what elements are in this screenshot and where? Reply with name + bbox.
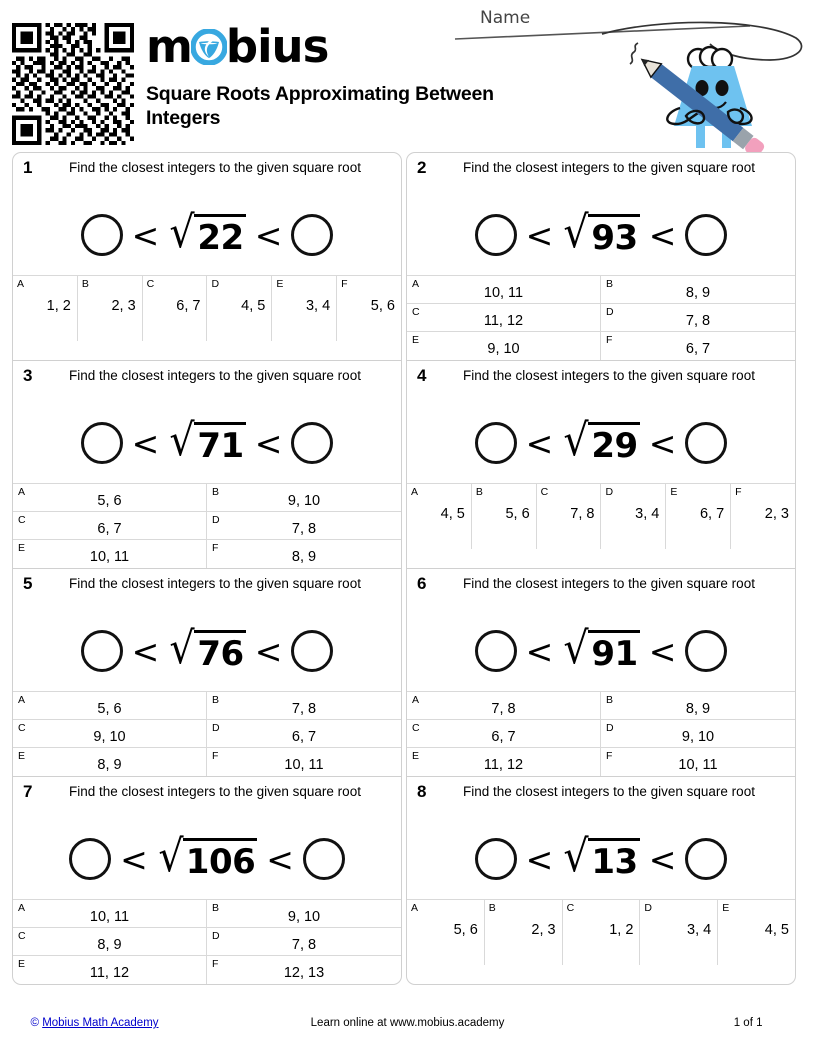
radical-expression xyxy=(168,414,245,466)
option-letter: A xyxy=(18,486,26,498)
logo-o-icon xyxy=(191,29,227,65)
question-number: 4 xyxy=(417,366,427,385)
question-expression xyxy=(13,205,401,265)
option-e[interactable] xyxy=(407,748,601,776)
option-value: 5, 6 xyxy=(505,506,530,522)
option-e[interactable] xyxy=(666,484,731,549)
option-value: 3, 4 xyxy=(687,922,712,938)
option-letter: E xyxy=(18,958,26,970)
option-letter: F xyxy=(212,542,219,554)
option-value: 3, 4 xyxy=(635,506,660,522)
answer-blank-left[interactable] xyxy=(475,838,517,880)
question-prompt: Find the closest integers to the given square root xyxy=(69,160,361,175)
radical-sign-icon: √ xyxy=(563,206,589,258)
question-card-2 xyxy=(406,152,796,361)
less-than-symbol: < xyxy=(525,839,554,879)
answer-blank-left[interactable] xyxy=(81,422,123,464)
option-value: 4, 5 xyxy=(241,298,266,314)
option-b[interactable] xyxy=(472,484,537,549)
option-value: 7, 8 xyxy=(291,937,317,953)
option-letter: E xyxy=(276,278,284,290)
logo-text-post: bius xyxy=(225,20,329,73)
less-than-symbol: < xyxy=(525,215,554,255)
option-value: 6, 7 xyxy=(97,521,122,537)
option-letter: D xyxy=(644,902,652,914)
option-b[interactable] xyxy=(601,276,795,304)
option-value: 4, 5 xyxy=(764,922,789,938)
radicand-value: 22 xyxy=(194,214,245,258)
answer-blank-right[interactable] xyxy=(303,838,345,880)
option-letter: A xyxy=(18,694,26,706)
option-value: 10, 11 xyxy=(284,757,324,773)
question-number: 5 xyxy=(23,574,33,593)
question-expression xyxy=(407,829,795,889)
option-letter: B xyxy=(212,902,220,914)
option-a[interactable] xyxy=(13,692,207,720)
option-letter: C xyxy=(18,722,26,734)
less-than-symbol: < xyxy=(131,631,160,671)
option-c[interactable] xyxy=(13,720,207,748)
answer-blank-right[interactable] xyxy=(685,630,727,672)
option-d[interactable] xyxy=(601,720,795,748)
option-value: 5, 6 xyxy=(97,701,122,717)
radicand-value: 106 xyxy=(183,838,257,882)
less-than-symbol: < xyxy=(525,423,554,463)
option-letter: B xyxy=(475,486,483,498)
question-expression xyxy=(13,413,401,473)
mascot-illustration xyxy=(600,12,815,152)
option-value: 9, 10 xyxy=(287,493,321,509)
question-row xyxy=(12,361,802,569)
option-letter: D xyxy=(606,306,614,318)
radical-expression xyxy=(562,414,639,466)
option-value: 1, 2 xyxy=(609,922,634,938)
less-than-symbol: < xyxy=(525,631,554,671)
radical-sign-icon: √ xyxy=(169,414,195,466)
question-card-1 xyxy=(12,152,402,361)
option-letter: C xyxy=(540,486,549,498)
options-list xyxy=(13,483,401,568)
answer-blank-left[interactable] xyxy=(475,630,517,672)
option-value: 4, 5 xyxy=(440,506,465,522)
radical-sign-icon: √ xyxy=(169,206,195,258)
option-c[interactable] xyxy=(407,304,601,332)
option-letter: E xyxy=(18,750,26,762)
option-letter: A xyxy=(411,902,419,914)
question-expression xyxy=(13,621,401,681)
answer-blank-right[interactable] xyxy=(291,214,333,256)
option-b[interactable] xyxy=(207,692,401,720)
option-b[interactable] xyxy=(207,484,401,512)
option-letter: F xyxy=(606,750,613,762)
less-than-symbol: < xyxy=(648,631,677,671)
radicand-value: 93 xyxy=(588,214,639,258)
option-value: 9, 10 xyxy=(287,909,321,925)
option-value: 9, 10 xyxy=(93,729,126,745)
option-c[interactable] xyxy=(407,720,601,748)
answer-blank-left[interactable] xyxy=(81,630,123,672)
option-value: 6, 7 xyxy=(685,341,711,357)
option-letter: D xyxy=(606,722,614,734)
radical-sign-icon: √ xyxy=(158,830,184,882)
option-value: 11, 12 xyxy=(483,757,524,773)
options-list xyxy=(407,691,795,776)
options-list xyxy=(13,275,401,341)
option-value: 8, 9 xyxy=(685,701,711,717)
option-letter: F xyxy=(212,750,219,762)
option-value: 5, 6 xyxy=(370,298,395,314)
option-value: 11, 12 xyxy=(89,965,130,981)
radical-expression xyxy=(168,622,245,674)
less-than-symbol: < xyxy=(120,839,148,879)
less-than-symbol: < xyxy=(648,423,677,463)
logo-text-pre: m xyxy=(146,20,192,73)
option-letter: F xyxy=(341,278,348,290)
question-number: 8 xyxy=(417,782,427,801)
option-value: 9, 10 xyxy=(681,729,715,745)
options-list xyxy=(13,691,401,776)
answer-blank-right[interactable] xyxy=(685,422,727,464)
question-number: 2 xyxy=(417,158,427,177)
option-b[interactable] xyxy=(78,276,143,341)
option-value: 2, 3 xyxy=(764,506,789,522)
less-than-symbol: < xyxy=(266,839,294,879)
option-e[interactable] xyxy=(272,276,337,341)
option-value: 7, 8 xyxy=(291,701,317,717)
question-card-7 xyxy=(12,777,402,985)
option-d[interactable] xyxy=(207,928,401,956)
option-value: 6, 7 xyxy=(176,298,201,314)
answer-blank-right[interactable] xyxy=(685,214,727,256)
option-value: 8, 9 xyxy=(97,757,122,773)
answer-blank-right[interactable] xyxy=(685,838,727,880)
option-b[interactable] xyxy=(601,692,795,720)
question-prompt: Find the closest integers to the given square root xyxy=(69,576,361,591)
option-value: 9, 10 xyxy=(487,341,520,357)
option-f[interactable] xyxy=(601,748,795,776)
option-a[interactable] xyxy=(407,692,601,720)
question-head xyxy=(407,777,795,899)
less-than-symbol: < xyxy=(648,215,677,255)
option-letter: B xyxy=(606,278,614,290)
options-list xyxy=(13,899,401,984)
option-letter: A xyxy=(412,694,420,706)
option-c[interactable] xyxy=(537,484,602,549)
option-f[interactable] xyxy=(601,332,795,360)
less-than-symbol: < xyxy=(648,839,677,879)
option-e[interactable] xyxy=(13,748,207,776)
question-head xyxy=(13,777,401,899)
option-value: 7, 8 xyxy=(491,701,516,717)
radical-sign-icon: √ xyxy=(563,414,589,466)
option-c[interactable] xyxy=(563,900,641,965)
question-card-6 xyxy=(406,569,796,777)
page-header xyxy=(0,0,815,150)
less-than-symbol: < xyxy=(254,423,283,463)
option-letter: D xyxy=(605,486,614,498)
option-d[interactable] xyxy=(207,512,401,540)
radical-expression xyxy=(168,206,245,258)
less-than-symbol: < xyxy=(131,215,160,255)
radical-expression xyxy=(157,830,258,882)
option-letter: B xyxy=(606,694,614,706)
option-letter: E xyxy=(412,334,420,346)
option-e[interactable] xyxy=(407,332,601,360)
option-letter: B xyxy=(212,694,220,706)
question-head xyxy=(407,569,795,691)
radicand-value: 13 xyxy=(588,838,639,882)
option-letter: F xyxy=(212,958,219,970)
less-than-symbol: < xyxy=(131,423,160,463)
radicand-value: 91 xyxy=(588,630,639,674)
options-list xyxy=(407,899,795,965)
option-c[interactable] xyxy=(13,928,207,956)
option-letter: D xyxy=(212,514,220,526)
qr-code-icon xyxy=(12,22,134,146)
question-number: 3 xyxy=(23,366,33,385)
option-f[interactable] xyxy=(207,748,401,776)
question-prompt: Find the closest integers to the given square root xyxy=(463,576,755,591)
option-letter: C xyxy=(18,514,26,526)
question-head xyxy=(407,361,795,483)
option-d[interactable] xyxy=(601,304,795,332)
radical-expression xyxy=(562,622,639,674)
page-indicator: 1 of 1 xyxy=(733,1017,763,1029)
option-a[interactable] xyxy=(13,276,78,341)
options-list xyxy=(407,483,795,549)
question-head xyxy=(13,569,401,691)
option-value: 5, 6 xyxy=(453,922,478,938)
question-head xyxy=(13,361,401,483)
option-value: 5, 6 xyxy=(97,493,122,509)
question-head xyxy=(13,153,401,275)
question-expression xyxy=(407,205,795,265)
option-letter: F xyxy=(606,334,613,346)
option-d[interactable] xyxy=(207,276,272,341)
option-f[interactable] xyxy=(731,484,795,549)
radicand-value: 29 xyxy=(588,422,639,466)
option-f[interactable] xyxy=(337,276,401,341)
answer-blank-left[interactable] xyxy=(81,214,123,256)
option-value: 10, 11 xyxy=(89,909,130,925)
option-letter: C xyxy=(146,278,155,290)
option-value: 7, 8 xyxy=(570,506,595,522)
less-than-symbol: < xyxy=(254,631,283,671)
question-prompt: Find the closest integers to the given square root xyxy=(463,784,755,799)
option-value: 6, 7 xyxy=(291,729,317,745)
option-value: 7, 8 xyxy=(291,521,317,537)
option-d[interactable] xyxy=(640,900,718,965)
question-number: 1 xyxy=(23,158,33,177)
copyright-symbol: © xyxy=(30,1017,39,1029)
option-value: 3, 4 xyxy=(305,298,331,314)
option-letter: E xyxy=(670,486,678,498)
option-letter: A xyxy=(412,278,420,290)
option-letter: C xyxy=(412,722,420,734)
option-letter: A xyxy=(411,486,419,498)
radical-sign-icon: √ xyxy=(169,622,195,674)
name-label: Name xyxy=(480,8,531,28)
option-letter: C xyxy=(412,306,420,318)
question-head xyxy=(407,153,795,275)
question-number: 6 xyxy=(417,574,427,593)
question-number: 7 xyxy=(23,782,33,801)
question-expression xyxy=(13,829,401,889)
option-letter: E xyxy=(722,902,730,914)
option-value: 8, 9 xyxy=(685,285,711,301)
option-letter: C xyxy=(566,902,575,914)
option-letter: F xyxy=(735,486,742,498)
option-e[interactable] xyxy=(718,900,795,965)
option-e[interactable] xyxy=(13,956,207,984)
question-row xyxy=(12,777,802,985)
option-letter: E xyxy=(18,542,26,554)
option-value: 7, 8 xyxy=(685,313,711,329)
question-card-3 xyxy=(12,361,402,569)
question-prompt: Find the closest integers to the given square root xyxy=(463,368,755,383)
option-letter: D xyxy=(212,722,220,734)
option-value: 10, 11 xyxy=(483,285,524,301)
options-list xyxy=(407,275,795,360)
radical-expression xyxy=(562,206,639,258)
page-footer xyxy=(0,1016,815,1036)
answer-blank-left[interactable] xyxy=(475,214,517,256)
option-letter: B xyxy=(488,902,496,914)
option-value: 6, 7 xyxy=(699,506,725,522)
option-value: 8, 9 xyxy=(291,549,317,565)
option-letter: A xyxy=(18,902,26,914)
radicand-value: 76 xyxy=(194,630,245,674)
page-title: Square Roots Approximating Between Integers xyxy=(146,83,494,129)
radicand-value: 71 xyxy=(194,422,245,466)
answer-blank-left[interactable] xyxy=(475,422,517,464)
mobius-math-academy-link[interactable]: Mobius Math Academy xyxy=(42,1017,159,1029)
option-value: 8, 9 xyxy=(97,937,122,953)
option-letter: E xyxy=(412,750,420,762)
question-row xyxy=(12,152,802,361)
option-value: 12, 13 xyxy=(283,965,325,981)
option-b[interactable] xyxy=(485,900,563,965)
option-value: 6, 7 xyxy=(491,729,516,745)
option-value: 10, 11 xyxy=(678,757,718,773)
option-letter: D xyxy=(212,930,220,942)
footer-note: Learn online at www.mobius.academy xyxy=(310,1017,505,1029)
option-value: 11, 12 xyxy=(483,313,524,329)
option-a[interactable] xyxy=(13,484,207,512)
option-a[interactable] xyxy=(13,900,207,928)
option-c[interactable] xyxy=(143,276,208,341)
option-value: 2, 3 xyxy=(111,298,136,314)
question-card-5 xyxy=(12,569,402,777)
option-d[interactable] xyxy=(601,484,666,549)
question-prompt: Find the closest integers to the given square root xyxy=(69,368,361,383)
question-expression xyxy=(407,621,795,681)
option-letter: D xyxy=(211,278,220,290)
radical-expression xyxy=(562,830,639,882)
less-than-symbol: < xyxy=(254,215,283,255)
radical-sign-icon: √ xyxy=(563,622,589,674)
option-f[interactable] xyxy=(207,956,401,984)
question-prompt: Find the closest integers to the given square root xyxy=(463,160,755,175)
answer-blank-right[interactable] xyxy=(291,422,333,464)
questions-grid xyxy=(12,152,802,985)
option-letter: C xyxy=(18,930,26,942)
radical-sign-icon: √ xyxy=(563,830,589,882)
option-f[interactable] xyxy=(207,540,401,568)
question-expression xyxy=(407,413,795,473)
answer-blank-right[interactable] xyxy=(291,630,333,672)
option-value: 2, 3 xyxy=(531,922,556,938)
option-c[interactable] xyxy=(13,512,207,540)
option-letter: B xyxy=(81,278,89,290)
option-a[interactable] xyxy=(407,900,485,965)
option-value: 1, 2 xyxy=(46,298,71,314)
option-value: 10, 11 xyxy=(89,549,130,565)
option-a[interactable] xyxy=(407,276,601,304)
question-card-4 xyxy=(406,361,796,569)
question-card-8 xyxy=(406,777,796,985)
option-e[interactable] xyxy=(13,540,207,568)
answer-blank-left[interactable] xyxy=(69,838,111,880)
question-prompt: Find the closest integers to the given square root xyxy=(69,784,361,799)
option-d[interactable] xyxy=(207,720,401,748)
option-a[interactable] xyxy=(407,484,472,549)
question-row xyxy=(12,569,802,777)
option-letter: A xyxy=(17,278,25,290)
option-letter: B xyxy=(212,486,220,498)
option-b[interactable] xyxy=(207,900,401,928)
